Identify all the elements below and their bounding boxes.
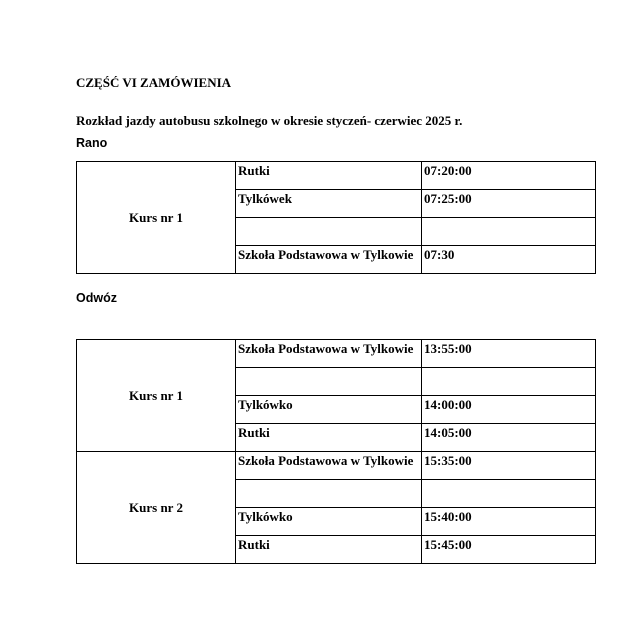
course-name-cell: Kurs nr 1 — [77, 162, 236, 274]
stop-cell: Rutki — [236, 424, 422, 452]
table-row — [77, 162, 596, 190]
morning-schedule-table — [76, 161, 596, 274]
time-cell: 07:30 — [422, 246, 596, 274]
schedule-subtitle: Rozkład jazdy autobusu szkolnego w okresie styczeń- czerwiec 2025 r. — [76, 113, 463, 128]
table-row — [77, 340, 596, 368]
section-label-return: Odwóz — [76, 291, 117, 305]
page-title: CZĘŚĆ VI ZAMÓWIENIA — [76, 75, 232, 90]
time-cell: 14:05:00 — [422, 424, 596, 452]
time-cell: 15:45:00 — [422, 536, 596, 564]
course-name-cell: Kurs nr 2 — [77, 452, 236, 564]
stop-cell — [236, 480, 422, 508]
time-cell: 15:40:00 — [422, 508, 596, 536]
table-row — [77, 452, 596, 480]
course-name-cell: Kurs nr 1 — [77, 340, 236, 452]
stop-cell: Tylkówek — [236, 190, 422, 218]
stop-cell: Szkoła Podstawowa w Tylkowie — [236, 246, 422, 274]
stop-cell: Szkoła Podstawowa w Tylkowie — [236, 452, 422, 480]
time-cell — [422, 368, 596, 396]
section-label-morning: Rano — [76, 136, 108, 150]
stop-cell: Rutki — [236, 162, 422, 190]
time-cell: 15:35:00 — [422, 452, 596, 480]
stop-cell: Rutki — [236, 536, 422, 564]
stop-cell — [236, 218, 422, 246]
time-cell — [422, 480, 596, 508]
stop-cell: Szkoła Podstawowa w Tylkowie — [236, 340, 422, 368]
time-cell: 07:20:00 — [422, 162, 596, 190]
time-cell — [422, 218, 596, 246]
stop-cell: Tylkówko — [236, 396, 422, 424]
time-cell: 14:00:00 — [422, 396, 596, 424]
stop-cell: Tylkówko — [236, 508, 422, 536]
return-schedule-table — [76, 339, 596, 564]
time-cell: 13:55:00 — [422, 340, 596, 368]
time-cell: 07:25:00 — [422, 190, 596, 218]
stop-cell — [236, 368, 422, 396]
